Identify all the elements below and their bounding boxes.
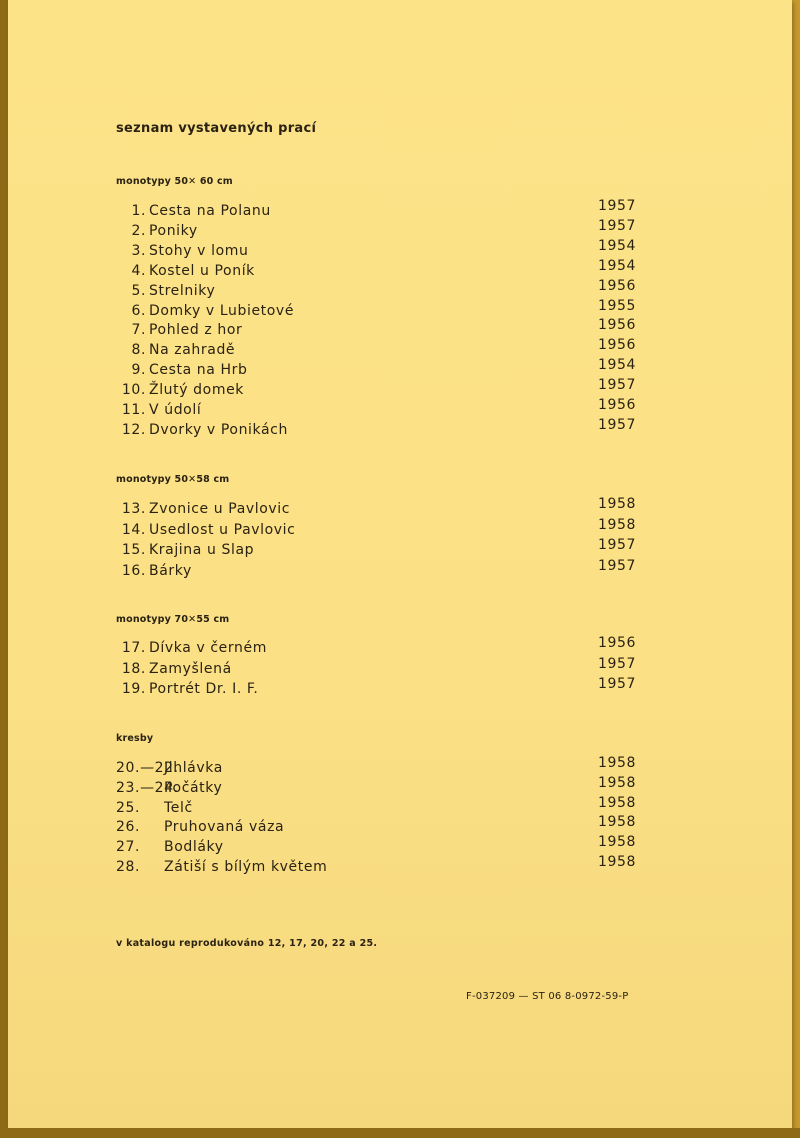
- item-year: 1957: [597, 217, 636, 234]
- section-heading: monotypy 50✕ 60 cm: [116, 176, 233, 187]
- item-year: 1957: [597, 655, 636, 672]
- item-year: 1957: [597, 676, 636, 692]
- item-title: Pruhovaná váza: [164, 819, 285, 836]
- item-title: Jihlávka: [164, 760, 223, 776]
- item-year: 1958: [597, 794, 636, 811]
- item-number: 18.: [121, 660, 146, 677]
- page-left-edge: [0, 0, 8, 1138]
- item-number: 16.: [121, 562, 146, 579]
- item-year: 1954: [597, 357, 636, 374]
- item-year: 1958: [597, 834, 636, 851]
- item-year: 1957: [597, 198, 636, 214]
- item-title: Strelniky: [149, 282, 216, 299]
- list-item: [116, 537, 636, 562]
- list-item: [116, 794, 636, 820]
- item-title: Dívka v černém: [149, 640, 267, 656]
- item-title: Zamyšlená: [149, 660, 232, 677]
- item-number: 27.: [116, 839, 141, 856]
- list-item: [116, 377, 636, 402]
- item-year: 1957: [597, 557, 636, 574]
- item-number: 8.: [131, 342, 146, 359]
- list-item: [116, 317, 636, 342]
- item-title: Cesta na Polanu: [149, 203, 271, 219]
- list-item: [116, 854, 636, 879]
- list-item: [116, 237, 636, 263]
- item-number: 4.: [131, 262, 146, 279]
- section-heading: kresby: [116, 733, 154, 744]
- list-item: [116, 516, 636, 542]
- item-year: 1956: [597, 317, 636, 334]
- list-item: [116, 397, 636, 422]
- item-number: 1.: [131, 203, 146, 219]
- item-number: 19.: [121, 681, 146, 697]
- list-item: [116, 557, 636, 583]
- list-item: [116, 834, 636, 859]
- item-number: 3.: [131, 242, 146, 259]
- list-item: [116, 357, 636, 382]
- item-number: 15.: [121, 542, 146, 558]
- item-year: 1957: [597, 377, 636, 394]
- item-year: 1954: [597, 237, 636, 254]
- item-number: 11.: [121, 402, 146, 418]
- list-item: [116, 416, 636, 442]
- item-year: 1958: [597, 755, 636, 771]
- item-title: Krajina u Slap: [149, 542, 255, 558]
- list-item: [116, 217, 636, 243]
- list-item: [116, 774, 636, 800]
- item-title: Na zahradě: [149, 342, 236, 359]
- item-number: 28.: [116, 859, 141, 875]
- item-title: Poniky: [149, 222, 198, 239]
- item-title: Portrét Dr. I. F.: [149, 681, 259, 697]
- item-number: 14.: [121, 521, 146, 538]
- item-title: Telč: [164, 799, 193, 816]
- list-item: [116, 257, 636, 283]
- item-number: 13.: [121, 501, 146, 517]
- item-number: 10.: [121, 382, 146, 399]
- item-year: 1956: [597, 337, 636, 354]
- item-year: 1957: [597, 416, 636, 433]
- item-title: Pohled z hor: [149, 322, 243, 339]
- item-number: 6.: [131, 302, 146, 319]
- item-title: Kostel u Poník: [149, 262, 255, 279]
- item-year: 1958: [597, 516, 636, 533]
- section-heading: monotypy 50✕58 cm: [116, 474, 230, 485]
- item-title: Stohy v lomu: [149, 242, 249, 259]
- item-year: 1954: [597, 257, 636, 274]
- item-year: 1958: [597, 496, 636, 512]
- item-year: 1957: [597, 537, 636, 553]
- list-item: [116, 277, 636, 303]
- list-item: [116, 814, 636, 839]
- list-item: [116, 337, 636, 362]
- item-number: 9.: [131, 362, 146, 379]
- section-heading: monotypy 70✕55 cm: [116, 614, 230, 625]
- list-item: [116, 676, 636, 701]
- list-item: [116, 755, 636, 780]
- item-title: Bodláky: [164, 839, 224, 856]
- page-title: seznam vystavených prací: [116, 121, 317, 136]
- item-number: 20.—22.: [116, 760, 179, 776]
- item-year: 1958: [597, 854, 636, 870]
- item-number: 7.: [131, 322, 146, 339]
- list-item: [116, 655, 636, 681]
- item-title: Usedlost u Pavlovic: [149, 521, 296, 538]
- item-number: 2.: [131, 222, 146, 239]
- item-year: 1958: [597, 814, 636, 831]
- item-year: 1955: [597, 297, 636, 314]
- item-title: V údolí: [149, 402, 202, 418]
- print-code: F-037209 — ST 06 8-0972-59-P: [466, 991, 629, 1002]
- item-title: Počátky: [164, 779, 223, 796]
- item-title: Zvonice u Pavlovic: [149, 501, 291, 517]
- item-title: Cesta na Hrb: [149, 362, 248, 379]
- item-number: 26.: [116, 819, 141, 836]
- item-year: 1956: [597, 277, 636, 294]
- item-year: 1958: [597, 774, 636, 791]
- page-bottom-edge: [0, 1128, 800, 1138]
- item-title: Domky v Lubietové: [149, 302, 295, 319]
- item-number: 17.: [121, 640, 146, 656]
- footnote: v katalogu reprodukováno 12, 17, 20, 22 a 25.: [116, 938, 378, 949]
- item-year: 1956: [597, 397, 636, 413]
- list-item: [116, 198, 636, 223]
- item-number: 5.: [131, 282, 146, 299]
- list-item: [116, 635, 636, 660]
- item-number: 12.: [121, 421, 146, 438]
- item-title: Zátiší s bílým květem: [164, 859, 328, 875]
- item-year: 1956: [597, 635, 636, 651]
- item-number: 23.—24.: [116, 779, 179, 796]
- item-title: Dvorky v Ponikách: [149, 421, 288, 438]
- item-title: Žlutý domek: [149, 382, 244, 399]
- item-title: Bárky: [149, 562, 192, 579]
- list-item: [116, 496, 636, 521]
- list-item: [116, 297, 636, 323]
- item-number: 25.: [116, 799, 141, 816]
